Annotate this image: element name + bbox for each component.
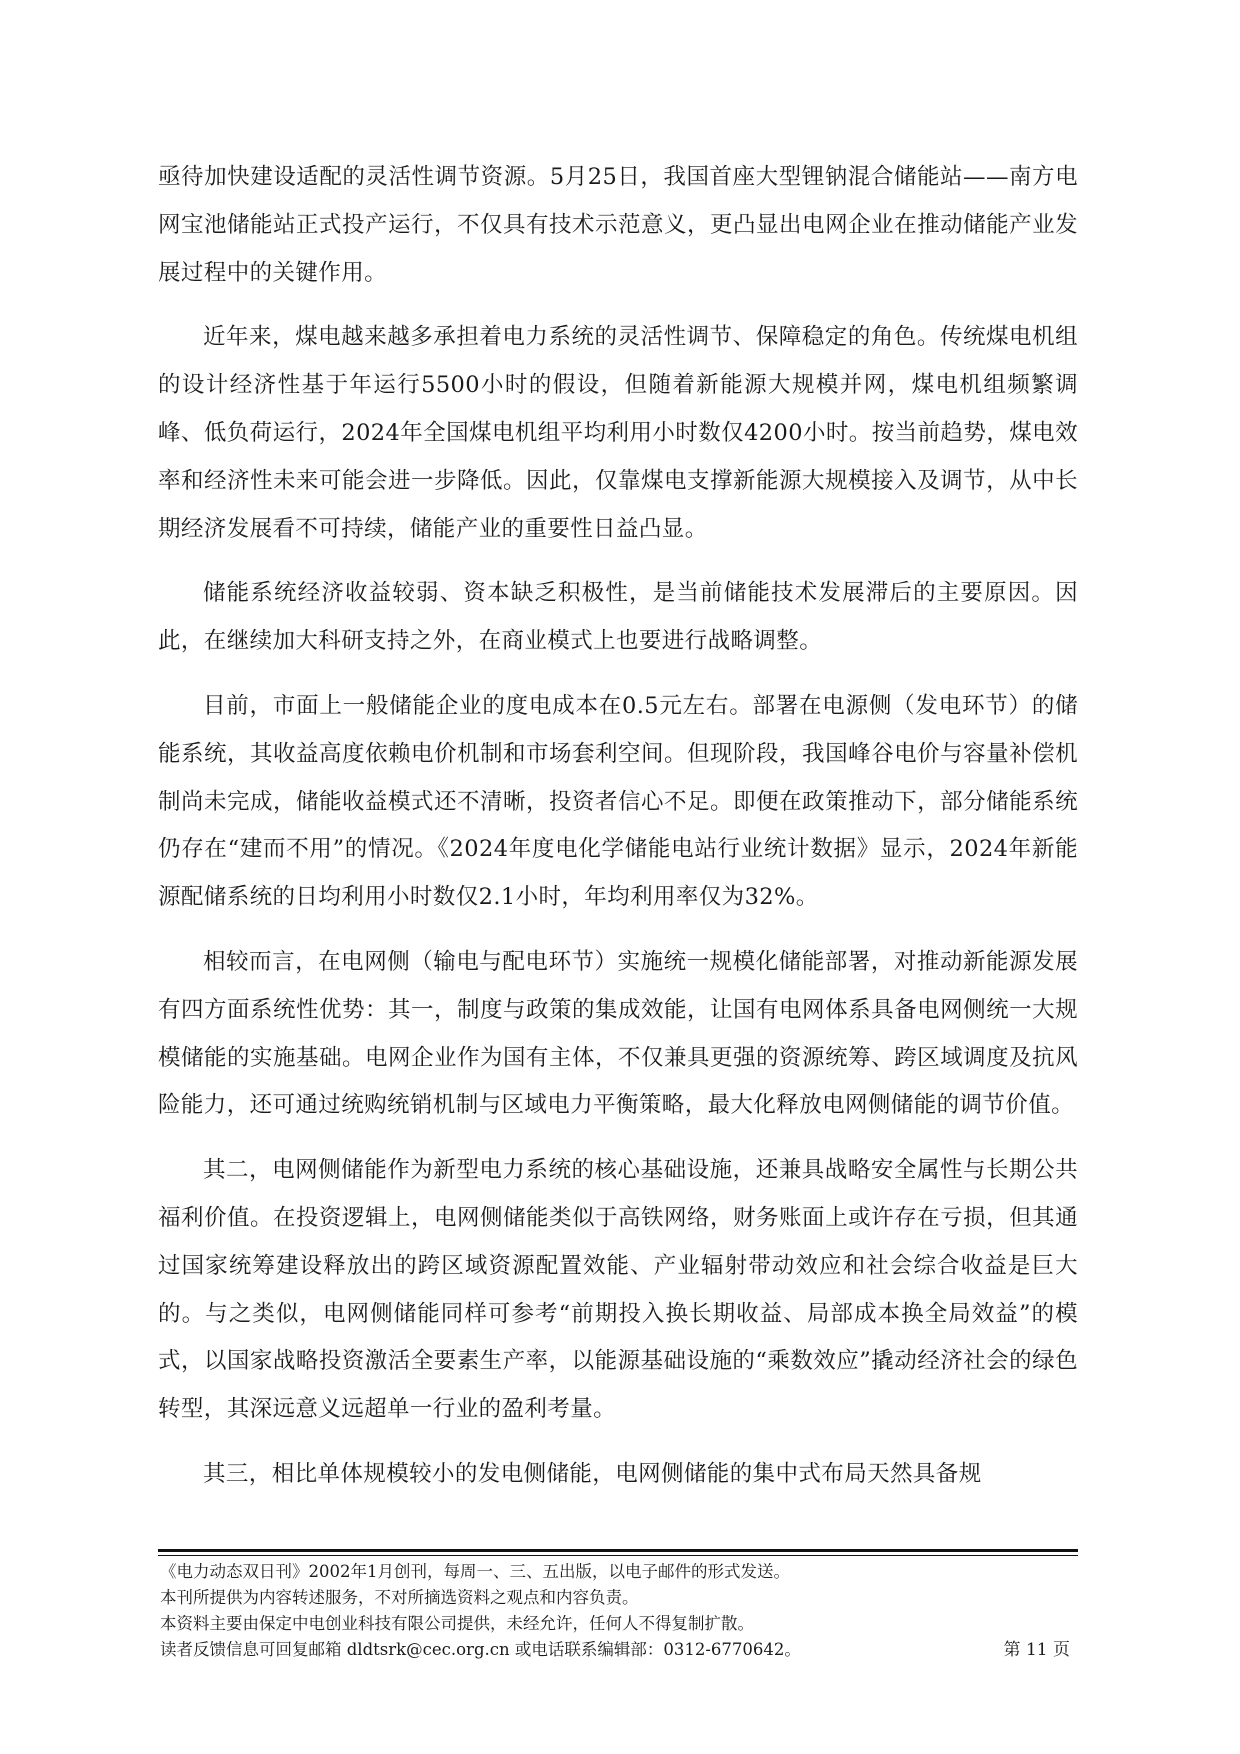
footer-contact: 读者反馈信息可回复邮箱 dldtsrk@cec.org.cn 或电话联系编辑部：0312-6770642。: [160, 1640, 801, 1659]
paragraph-storage-cost: 目前，市面上一般储能企业的度电成本在0.5元左右。部署在电源侧（发电环节）的储能系统，其收益高度依赖电价机制和市场套利空间。但现阶段，我国峰谷电价与容量补偿机制尚未完成，储能收益模式还不清晰，投资者信心不足。即便在政策推动下，部分储能系统仍存在“建而不用”的情况。《2024年度电化学储能电站行业统计数据》显示，2024年新能源配储系统的日均利用小时数仅2.1小时，年均利用率仅为32%。: [158, 692, 1078, 911]
article-body: [158, 154, 1078, 1516]
paragraph-continuation: 亟待加快建设适配的灵活性调节资源。5月25日，我国首座大型锂钠混合储能站——南方电网宝池储能站正式投产运行，不仅具有技术示范意义，更凸显出电网企业在推动储能产业发展过程中的关键作用。: [158, 164, 1078, 286]
paragraph-grid-side-advantages: 相较而言，在电网侧（输电与配电环节）实施统一规模化储能部署，对推动新能源发展有四方面系统性优势：其一，制度与政策的集成效能，让国有电网体系具备电网侧统一大规模储能的实施基础。电网企业作为国有主体，不仅兼具更强的资源统筹、跨区域调度及抗风险能力，还可通过统购统销机制与区域电力平衡策略，最大化释放电网侧储能的调节价值。: [158, 948, 1078, 1119]
paragraph-second-advantage: 其二，电网侧储能作为新型电力系统的核心基础设施，还兼具战略安全属性与长期公共福利价值。在投资逻辑上，电网侧储能类似于高铁网络，财务账面上或许存在亏损，但其通过国家统筹建设释放出的跨区域资源配置效能、产业辐射带动效应和社会综合收益是巨大的。与之类似，电网侧储能同样可参考“前期投入换长期收益、局部成本换全局效益”的模式，以国家战略投资激活全要素生产率，以能源基础设施的“乘数效应”撬动经济社会的绿色转型，其深远意义远超单一行业的盈利考量。: [158, 1157, 1078, 1423]
footer-publication-info: 《电力动态双日刊》2002年1月创刊，每周一、三、五出版，以电子邮件的形式发送。: [160, 1562, 790, 1581]
paragraph-economic-returns: 储能系统经济收益较弱、资本缺乏积极性，是当前储能技术发展滞后的主要原因。因此，在继续加大科研支持之外，在商业模式上也要进行战略调整。: [158, 580, 1078, 655]
paragraph-third-advantage: 其三，相比单体规模较小的发电侧储能，电网侧储能的集中式布局天然具备规: [203, 1460, 982, 1487]
footer-contact-row: [160, 1637, 1078, 1663]
footer-copyright: 本资料主要由保定中电创业科技有限公司提供，未经允许，任何人不得复制扩散。: [160, 1614, 754, 1633]
footer-disclaimer: 本刊所提供为内容转述服务，不对所摘选资料之观点和内容负责。: [160, 1588, 639, 1607]
footer-divider-thick: [158, 1549, 1078, 1552]
publication-footer: [160, 1559, 1078, 1663]
paragraph-coal-power: 近年来，煤电越来越多承担着电力系统的灵活性调节、保障稳定的角色。传统煤电机组的设计经济性基于年运行5500小时的假设，但随着新能源大规模并网，煤电机组频繁调峰、低负荷运行，2024年全国煤电机组平均利用小时数仅4200小时。按当前趋势，煤电效率和经济性未来可能会进一步降低。因此，仅靠煤电支撑新能源大规模接入及调节，从中长期经济发展看不可持续，储能产业的重要性日益凸显。: [158, 324, 1078, 542]
page-number: 第 11 页: [1003, 1640, 1070, 1660]
footer-divider-thin: [158, 1555, 1078, 1556]
